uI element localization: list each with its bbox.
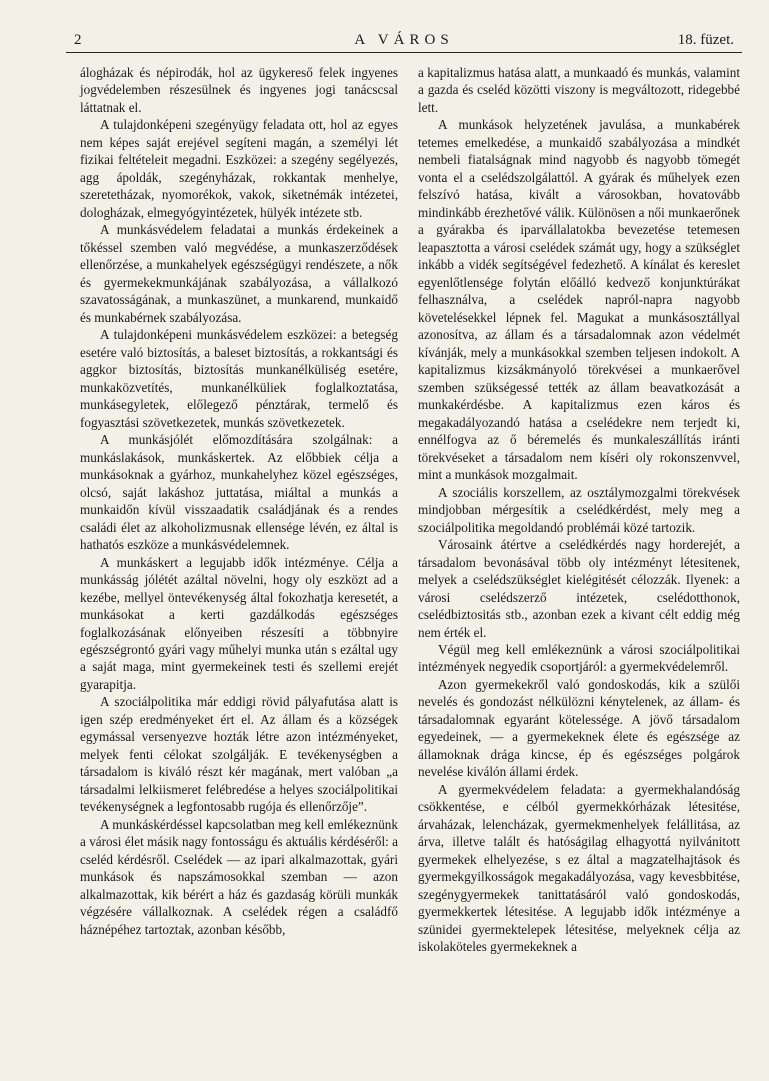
paragraph: A munkáskérdéssel kapcsolatban meg kell emlékeznünk a városi élet másik nagy fontosságu és aktuális kérdéséről: a cseléd kérdésről. Cselédek — az ipari alkalmazottak, gyári munkások és napszámosokkal szemban — azon alkalmazottak, kik bérért a ház és gazdaság körüli munkák végzésére vállalkoznak. A cselédek régen a családfő háznépéhez tartoztak, azonban később, bbox=[80, 816, 398, 937]
issue-label: 18. füzet. bbox=[677, 32, 734, 48]
paragraph: A munkások helyzetének javulása, a munkabérek tetemes emelkedése, a munkaidő szabályozása a mindkét nembeli fiatalságnak mind nagyobb és nagyobb tömegét vonta el a cselédszolgálattól. A gyárak és műhelyek ezen felszívó hatása, kivált a városokban, hovatovább mindinkább érezhetővé válik. Különösen a női munkaerőnek a gyárakba és iparvállalatokba bevezetése tetemesen leapasztotta a városi cselédek számát ugy, hogy a szükséglet inkább a vidék segítségével fedezhető. A kínálat és kereslet egyenlőtlensége folytán előálló kedvező konjunktúrákat felhasználva, a cselédek napról-napra nagyobb követelésekkel lépnek fel. Magukat a munkásosztállyal azonosítva, az állam és a társadalomnak azon védelmét kívánják, mely a munkásokkal szemben teljesen indokolt. A kapitalizmus kizsákmányoló törekvései a munkaerővel szemben szükségessé tették az állam beavatkozását a munkakérdésbe. A kapitalizmus ezen káros és megakadályozandó hatása a cselédekre nem terjedt ki, ennélfogva az ő béremelés és munkaleszállítás iránti törekvéseket a társadalom nem kíséri oly rokonszenvvel, mint a munkások mozgalmait. bbox=[418, 117, 740, 483]
paragraph: Végül meg kell emlékeznünk a városi szociálpolitikai intézmények negyedik csoportjáról: a gyermekvédelemről. bbox=[418, 641, 740, 675]
page-number: 2 bbox=[74, 32, 82, 48]
paragraph: A munkáskert a legujabb idők intézménye. Célja a munkásság jólétét azáltal növelni, hogy oly eszközt ad a kezébe, mellyel öntevékenység által fokozhatja keresetét, a munkásokat a kerti gazdálkodás egészséges foglalkozásának előnyeiben részesíti a többnyire egészségrontó gyári vagy műhelyi munka után s ezáltal ugy a saját maga, mint gyermekeinek testi és szellemi erejét gyarapitja. bbox=[80, 554, 398, 692]
paragraph: A tulajdonképeni munkásvédelem eszközei: a betegség esetére való biztosítás, a baleset biztosítás, a rokkantsági és aggkor biztosítás, biztosítás munkanélküliség esetére, munkaközvetítés, munkanélküliek foglalkoztatása, munkásegyletek, előlegező pénztárak, termelő és fogyasztási szövetkezetek, munkás szövetkezetek. bbox=[80, 327, 398, 430]
right-column bbox=[418, 64, 740, 956]
paragraph: A tulajdonképeni szegényügy feladata ott, hol az egyes nem képes saját erejével segíteni magán, a személyi lét fizikai feltételeit megadni. Eszközei: a szegény segélyezés, agg ápoldák, szegényházak, rokkantak menhelye, szeretetházak, nyomorékok, vakok, siketnémák intézetei, dologházak, elmegyógyintézetek, hülyék intézete stb. bbox=[80, 117, 398, 220]
paragraph: A munkásvédelem feladatai a munkás érdekeinek a tőkéssel szemben való megvédése, a munkaszerződések ellenőrzése, a munkahelyek egészségügyi rendészete, a nők és gyermekekmunkájának szabályozása, a vállalkozó szavatosságának, a munkaszünet, a munkarend, munkaidő és munkabérnek szabályozása. bbox=[80, 222, 398, 325]
paragraph: A szociálpolitika már eddigi rövid pályafutása alatt is igen szép eredményeket ért el. Az állam és a községek egymással versenyezve hozták létre azon intézményeket, melyek fenti célokat szolgálják. E tevékenységben a társadalom is kiváló részt kér magának, mert valóban „a társadalmi lelkiismeret felébredése a helyes szociálpolitikai tevékenységnek a legfontosabb rugója és ellenőrzője”. bbox=[80, 694, 398, 815]
journal-title: A VÁROS bbox=[354, 32, 454, 48]
left-column bbox=[80, 64, 398, 938]
paragraph: Azon gyermekekről való gondoskodás, kik a szülői nevelés és gondozást nélkülözni kénytelenek, az állam- és társadalomnak egyaránt kötelessége. A jövő társadalom egyedeinek, — a gyermekeknek élete és egészsége az államoknak drága kincse, ép és egészséges polgárok nevelése kiválón állami érdek. bbox=[418, 676, 740, 780]
running-header bbox=[66, 30, 742, 52]
paragraph: álogházak és népirodák, hol az ügykereső felek ingyenes jogvédelemben részesülnek és ingyenes jogi tanácscsal láttatnak el. bbox=[80, 65, 398, 115]
header-rule bbox=[66, 52, 742, 53]
paragraph: A szociális korszellem, az osztálymozgalmi törekvések mindjobban mérgesítik a cselédkérdést, mely meg a szociálpolitika megoldandó problémái közé tartozik. bbox=[418, 484, 740, 535]
paragraph: A gyermekvédelem feladata: a gyermekhalandóság csökkentése, e célból gyermekkórházak létesitése, árvaházak, lelencházak, gyermekmenhelyek felállitása, az árva, illetve talált és hatóságilag elhagyottá nyilvánitott gyermekek elhelyezése, s ez által a magzatelhajtások és gyermekgyilkosságok megakadályozása, vagy kevesbbitése, szegénygyermekek tanittatásáról való gondoskodás, gyermekkertek létesitése. A legujabb idők intézménye a szünidei gyermektelepek létesitése, melyeknek célja az iskolaköteles gyermekeknek a bbox=[418, 781, 740, 955]
paragraph: a kapitalizmus hatása alatt, a munkaadó és munkás, valamint a gazda és cseléd közötti viszony is megváltozott, ridegebbé lett. bbox=[418, 65, 740, 115]
paragraph: Városaink átértve a cselédkérdés nagy horderejét, a társadalom bevonásával több oly intézményt létesitenek, melyek a cselédszükséglet kielégitését célozzák. Ilyenek: a városi cselédszerző intézetek, cselédotthonok, cselédbiztositás stb., azonban ezek a kivant célt eddig még nem érték el. bbox=[418, 537, 740, 640]
paragraph: A munkásjólét előmozdítására szolgálnak: a munkáslakások, munkáskertek. Az előbbiek célja a munkásoknak a gyárhoz, munkahelyhez közel egészséges, olcsó, saját lakáshoz juttatása, miáltal a munkás a munkaidőn kívül visszaadatik családjának és a rendes családi élet az alkoholizmusnak ellensége lévén, ez által is hathatós eszköze a munkásvédelemnek. bbox=[80, 432, 398, 553]
